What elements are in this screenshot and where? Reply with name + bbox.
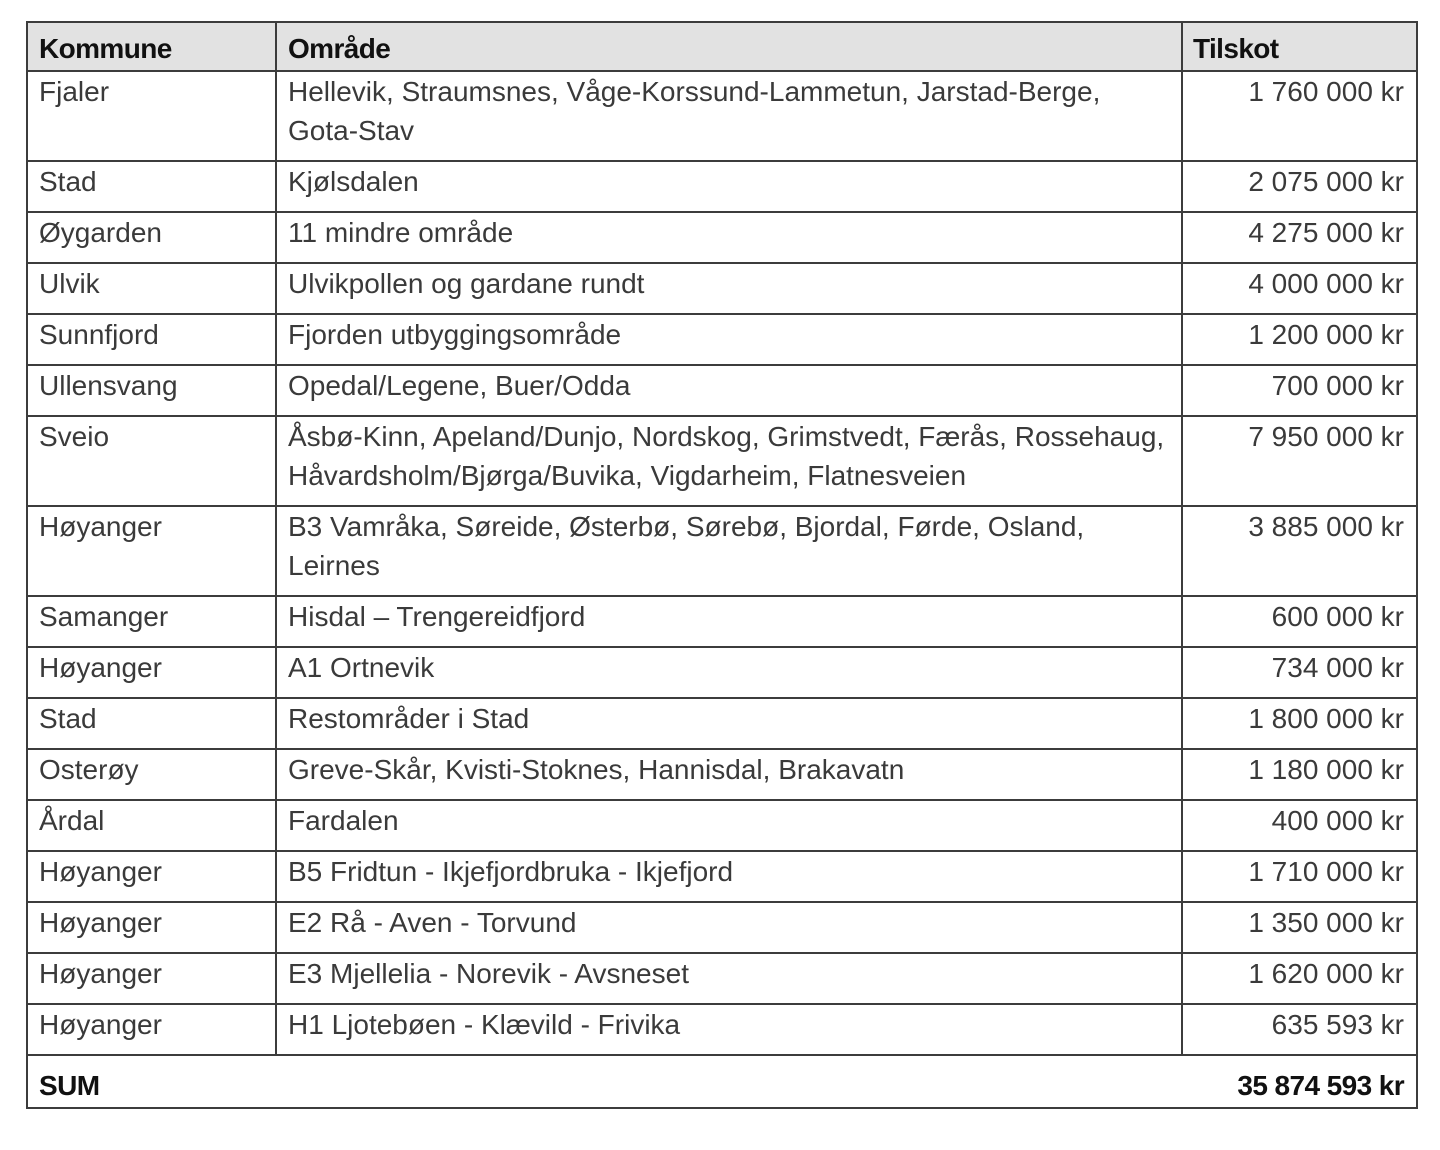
tilskot-cell: 1 620 000 kr	[1182, 953, 1417, 1004]
omrade-cell: A1 Ortnevik	[276, 647, 1182, 698]
kommune-cell: Ullensvang	[27, 365, 276, 416]
header-row	[27, 22, 1417, 71]
omrade-cell: B3 Vamråka, Søreide, Østerbø, Sørebø, Bjordal, Førde, Osland, Leirnes	[276, 506, 1182, 596]
table-row	[27, 698, 1417, 749]
omrade-cell: Ulvikpollen og gardane rundt	[276, 263, 1182, 314]
omrade-cell: E3 Mjellelia - Norevik - Avsneset	[276, 953, 1182, 1004]
kommune-cell: Sveio	[27, 416, 276, 506]
omrade-cell: B5 Fridtun - Ikjefjordbruka - Ikjefjord	[276, 851, 1182, 902]
kommune-cell: Osterøy	[27, 749, 276, 800]
table-row	[27, 71, 1417, 161]
omrade-cell: Fjorden utbyggingsområde	[276, 314, 1182, 365]
header-kommune: Kommune	[27, 22, 276, 71]
tilskot-cell: 1 200 000 kr	[1182, 314, 1417, 365]
omrade-cell: Kjølsdalen	[276, 161, 1182, 212]
omrade-cell: Hisdal – Trengereidfjord	[276, 596, 1182, 647]
omrade-cell: Fardalen	[276, 800, 1182, 851]
omrade-cell: Restområder i Stad	[276, 698, 1182, 749]
kommune-cell: Ulvik	[27, 263, 276, 314]
tilskot-cell: 1 710 000 kr	[1182, 851, 1417, 902]
omrade-cell: H1 Ljotebøen - Klævild - Frivika	[276, 1004, 1182, 1055]
table-header	[27, 22, 1417, 71]
tilskot-cell: 635 593 kr	[1182, 1004, 1417, 1055]
omrade-cell: Åsbø-Kinn, Apeland/Dunjo, Nordskog, Grimstvedt, Færås, Rossehaug, Håvardsholm/Bjørga/Buvika, Vigdarheim, Flatnesveien	[276, 416, 1182, 506]
tilskot-cell: 4 000 000 kr	[1182, 263, 1417, 314]
tilskot-cell: 1 180 000 kr	[1182, 749, 1417, 800]
kommune-cell: Høyanger	[27, 506, 276, 596]
kommune-cell: Stad	[27, 161, 276, 212]
table-row	[27, 800, 1417, 851]
table-footer	[27, 1055, 1417, 1108]
tilskot-cell: 400 000 kr	[1182, 800, 1417, 851]
tilskot-cell: 700 000 kr	[1182, 365, 1417, 416]
kommune-cell: Høyanger	[27, 953, 276, 1004]
header-tilskot: Tilskot	[1182, 22, 1417, 71]
tilskot-cell: 3 885 000 kr	[1182, 506, 1417, 596]
tilskot-cell: 600 000 kr	[1182, 596, 1417, 647]
tilskot-cell: 1 800 000 kr	[1182, 698, 1417, 749]
table-row	[27, 416, 1417, 506]
table-row	[27, 506, 1417, 596]
kommune-cell: Øygarden	[27, 212, 276, 263]
table-row	[27, 647, 1417, 698]
kommune-cell: Høyanger	[27, 647, 276, 698]
kommune-cell: Fjaler	[27, 71, 276, 161]
kommune-cell: Stad	[27, 698, 276, 749]
tilskot-table	[26, 21, 1418, 1109]
omrade-cell: Opedal/Legene, Buer/Odda	[276, 365, 1182, 416]
sum-value: 35 874 593 kr	[276, 1055, 1417, 1108]
kommune-cell: Høyanger	[27, 851, 276, 902]
kommune-cell: Årdal	[27, 800, 276, 851]
table-row	[27, 851, 1417, 902]
omrade-cell: Hellevik, Straumsnes, Våge-Korssund-Lammetun, Jarstad-Berge, Gota-Stav	[276, 71, 1182, 161]
table-row	[27, 365, 1417, 416]
tilskot-cell: 734 000 kr	[1182, 647, 1417, 698]
omrade-cell: Greve-Skår, Kvisti-Stoknes, Hannisdal, Brakavatn	[276, 749, 1182, 800]
table-row	[27, 314, 1417, 365]
table-row	[27, 596, 1417, 647]
sum-label: SUM	[27, 1055, 276, 1108]
tilskot-cell: 7 950 000 kr	[1182, 416, 1417, 506]
table-row	[27, 902, 1417, 953]
table-row	[27, 953, 1417, 1004]
tilskot-cell: 4 275 000 kr	[1182, 212, 1417, 263]
kommune-cell: Sunnfjord	[27, 314, 276, 365]
tilskot-cell: 1 350 000 kr	[1182, 902, 1417, 953]
tilskot-cell: 1 760 000 kr	[1182, 71, 1417, 161]
kommune-cell: Høyanger	[27, 1004, 276, 1055]
omrade-cell: 11 mindre område	[276, 212, 1182, 263]
table-body	[27, 71, 1417, 1055]
tilskot-cell: 2 075 000 kr	[1182, 161, 1417, 212]
table-row	[27, 1004, 1417, 1055]
header-omrade: Område	[276, 22, 1182, 71]
kommune-cell: Høyanger	[27, 902, 276, 953]
sum-row	[27, 1055, 1417, 1108]
table-row	[27, 161, 1417, 212]
table-row	[27, 212, 1417, 263]
omrade-cell: E2 Rå - Aven - Torvund	[276, 902, 1182, 953]
table-row	[27, 263, 1417, 314]
table-row	[27, 749, 1417, 800]
kommune-cell: Samanger	[27, 596, 276, 647]
